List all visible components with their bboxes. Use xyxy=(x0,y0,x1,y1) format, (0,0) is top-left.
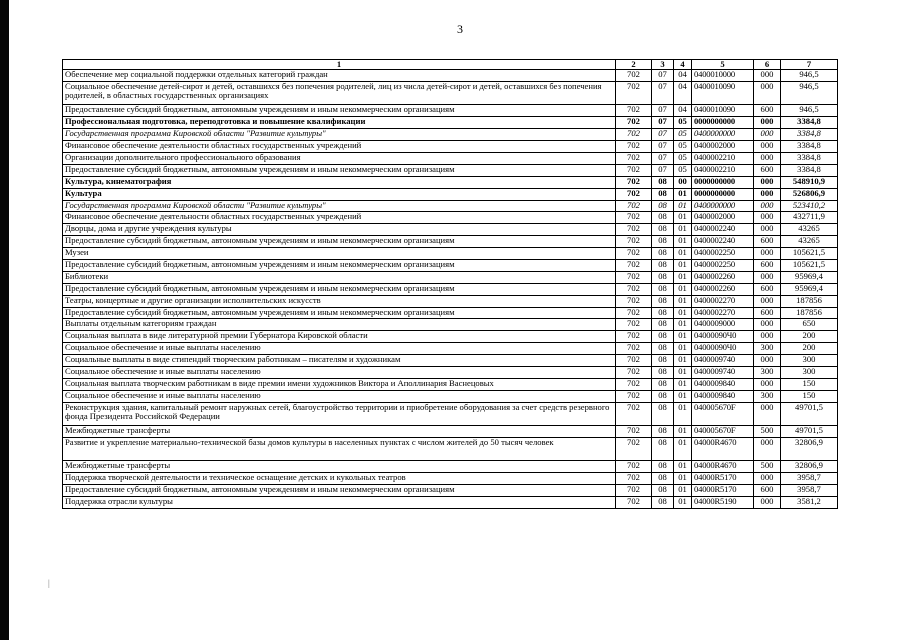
row-ppp-cell: 702 xyxy=(616,141,652,153)
row-subsection-cell: 00 xyxy=(674,176,692,188)
table-row xyxy=(63,248,838,260)
table-row xyxy=(63,378,838,390)
row-name-cell: Организации дополнительного профессионального образования xyxy=(63,152,616,164)
row-amount-cell: 32806,9 xyxy=(781,461,838,473)
row-name-cell: Социальное обеспечение и иные выплаты населению xyxy=(63,390,616,402)
row-section-cell: 08 xyxy=(652,461,674,473)
row-target-code-cell: 0400009840 xyxy=(692,390,754,402)
row-expense-type-cell: 000 xyxy=(754,437,781,460)
row-expense-type-cell: 300 xyxy=(754,343,781,355)
row-amount-cell: 95969,4 xyxy=(781,283,838,295)
row-target-code-cell: 0400002210 xyxy=(692,164,754,176)
row-target-code-cell: 0400010000 xyxy=(692,70,754,82)
row-expense-type-cell: 000 xyxy=(754,152,781,164)
row-amount-cell: 43265 xyxy=(781,236,838,248)
row-target-code-cell: 0000000000 xyxy=(692,117,754,129)
table-row xyxy=(63,343,838,355)
row-expense-type-cell: 000 xyxy=(754,82,781,105)
row-name-cell: Социальное обеспечение и иные выплаты населению xyxy=(63,343,616,355)
row-target-code-cell: 04000R4670 xyxy=(692,437,754,460)
row-target-code-cell: 0400009840 xyxy=(692,378,754,390)
row-subsection-cell: 01 xyxy=(674,307,692,319)
row-section-cell: 07 xyxy=(652,152,674,164)
row-target-code-cell: 0400002250 xyxy=(692,259,754,271)
row-target-code-cell: 0400002240 xyxy=(692,224,754,236)
row-name-cell: Предоставление субсидий бюджетным, автономным учреждениям и иным некоммерческим организациям xyxy=(63,259,616,271)
row-ppp-cell: 702 xyxy=(616,129,652,141)
row-subsection-cell: 01 xyxy=(674,319,692,331)
row-amount-cell: 300 xyxy=(781,355,838,367)
row-ppp-cell: 702 xyxy=(616,224,652,236)
row-section-cell: 07 xyxy=(652,70,674,82)
row-section-cell: 08 xyxy=(652,366,674,378)
row-target-code-cell: 0400002240 xyxy=(692,236,754,248)
table-row xyxy=(63,141,838,153)
row-section-cell: 08 xyxy=(652,176,674,188)
row-section-cell: 07 xyxy=(652,164,674,176)
row-ppp-cell: 702 xyxy=(616,236,652,248)
row-amount-cell: 43265 xyxy=(781,224,838,236)
row-expense-type-cell: 000 xyxy=(754,248,781,260)
row-name-cell: Театры, концертные и другие организации исполнительских искусств xyxy=(63,295,616,307)
scan-mark: | xyxy=(48,578,50,588)
row-section-cell: 08 xyxy=(652,259,674,271)
row-expense-type-cell: 500 xyxy=(754,426,781,438)
row-ppp-cell: 702 xyxy=(616,390,652,402)
header-cell: 1 xyxy=(63,60,616,70)
row-section-cell: 08 xyxy=(652,271,674,283)
row-expense-type-cell: 000 xyxy=(754,117,781,129)
row-expense-type-cell: 000 xyxy=(754,271,781,283)
row-subsection-cell: 01 xyxy=(674,366,692,378)
row-name-cell: Межбюджетные трансферты xyxy=(63,461,616,473)
row-subsection-cell: 01 xyxy=(674,259,692,271)
row-target-code-cell: 04000R5170 xyxy=(692,473,754,485)
row-name-cell: Культура xyxy=(63,188,616,200)
row-amount-cell: 187856 xyxy=(781,307,838,319)
row-expense-type-cell: 600 xyxy=(754,485,781,497)
table-row xyxy=(63,473,838,485)
row-subsection-cell: 01 xyxy=(674,426,692,438)
header-cell: 3 xyxy=(652,60,674,70)
row-subsection-cell: 05 xyxy=(674,129,692,141)
table-row xyxy=(63,426,838,438)
table-row xyxy=(63,283,838,295)
row-name-cell: Предоставление субсидий бюджетным, автономным учреждениям и иным некоммерческим организациям xyxy=(63,307,616,319)
row-section-cell: 07 xyxy=(652,82,674,105)
row-amount-cell: 105621,5 xyxy=(781,248,838,260)
row-amount-cell: 32806,9 xyxy=(781,437,838,460)
row-section-cell: 08 xyxy=(652,331,674,343)
row-section-cell: 08 xyxy=(652,295,674,307)
row-expense-type-cell: 000 xyxy=(754,295,781,307)
table-row xyxy=(63,82,838,105)
row-name-cell: Дворцы, дома и другие учреждения культуры xyxy=(63,224,616,236)
row-target-code-cell: 0400000000 xyxy=(692,129,754,141)
row-target-code-cell: 04000R4670 xyxy=(692,461,754,473)
row-target-code-cell: 0400009000 xyxy=(692,319,754,331)
row-target-code-cell: 040005670F xyxy=(692,426,754,438)
row-name-cell: Библиотеки xyxy=(63,271,616,283)
row-ppp-cell: 702 xyxy=(616,497,652,509)
page-number: 3 xyxy=(457,22,463,36)
row-target-code-cell: 0400010090 xyxy=(692,105,754,117)
row-section-cell: 08 xyxy=(652,355,674,367)
row-subsection-cell: 04 xyxy=(674,82,692,105)
table-row xyxy=(63,319,838,331)
row-target-code-cell: 0000000000 xyxy=(692,176,754,188)
row-section-cell: 08 xyxy=(652,497,674,509)
row-name-cell: Социальные выплаты в виде стипендий творческим работникам – писателям и художникам xyxy=(63,355,616,367)
row-ppp-cell: 702 xyxy=(616,331,652,343)
row-amount-cell: 200 xyxy=(781,343,838,355)
table-row xyxy=(63,497,838,509)
row-expense-type-cell: 000 xyxy=(754,141,781,153)
row-subsection-cell: 01 xyxy=(674,248,692,260)
row-amount-cell: 526806,9 xyxy=(781,188,838,200)
row-amount-cell: 432711,9 xyxy=(781,212,838,224)
row-expense-type-cell: 000 xyxy=(754,331,781,343)
row-target-code-cell: 0400002000 xyxy=(692,212,754,224)
table-row xyxy=(63,295,838,307)
scan-edge-bar xyxy=(0,0,9,640)
row-section-cell: 07 xyxy=(652,129,674,141)
row-target-code-cell: 0000000000 xyxy=(692,188,754,200)
row-ppp-cell: 702 xyxy=(616,295,652,307)
row-section-cell: 08 xyxy=(652,426,674,438)
row-section-cell: 08 xyxy=(652,283,674,295)
row-section-cell: 08 xyxy=(652,248,674,260)
row-ppp-cell: 702 xyxy=(616,473,652,485)
row-section-cell: 08 xyxy=(652,307,674,319)
row-subsection-cell: 01 xyxy=(674,343,692,355)
row-amount-cell: 200 xyxy=(781,331,838,343)
row-ppp-cell: 702 xyxy=(616,212,652,224)
row-ppp-cell: 702 xyxy=(616,82,652,105)
row-name-cell: Государственная программа Кировской области "Развитие культуры" xyxy=(63,129,616,141)
table-row xyxy=(63,259,838,271)
row-name-cell: Социальная выплата в виде литературной премии Губернатора Кировской области xyxy=(63,331,616,343)
row-amount-cell: 150 xyxy=(781,378,838,390)
row-subsection-cell: 01 xyxy=(674,271,692,283)
row-section-cell: 07 xyxy=(652,117,674,129)
table-row xyxy=(63,129,838,141)
row-name-cell: Музеи xyxy=(63,248,616,260)
row-name-cell: Предоставление субсидий бюджетным, автономным учреждениям и иным некоммерческим организациям xyxy=(63,283,616,295)
row-name-cell: Предоставление субсидий бюджетным, автономным учреждениям и иным некоммерческим организациям xyxy=(63,105,616,117)
row-ppp-cell: 702 xyxy=(616,259,652,271)
row-expense-type-cell: 000 xyxy=(754,200,781,212)
row-amount-cell: 3384,8 xyxy=(781,164,838,176)
row-section-cell: 08 xyxy=(652,224,674,236)
row-target-code-cell: 0400002260 xyxy=(692,271,754,283)
row-section-cell: 08 xyxy=(652,212,674,224)
row-amount-cell: 946,5 xyxy=(781,105,838,117)
row-subsection-cell: 01 xyxy=(674,473,692,485)
header-cell: 5 xyxy=(692,60,754,70)
row-section-cell: 08 xyxy=(652,343,674,355)
row-amount-cell: 187856 xyxy=(781,295,838,307)
row-expense-type-cell: 300 xyxy=(754,390,781,402)
row-amount-cell: 946,5 xyxy=(781,70,838,82)
row-subsection-cell: 01 xyxy=(674,224,692,236)
row-name-cell: Социальное обеспечение и иные выплаты населению xyxy=(63,366,616,378)
row-name-cell: Государственная программа Кировской области "Развитие культуры" xyxy=(63,200,616,212)
row-expense-type-cell: 600 xyxy=(754,259,781,271)
row-target-code-cell: 0400000000 xyxy=(692,200,754,212)
row-ppp-cell: 702 xyxy=(616,117,652,129)
row-name-cell: Профессиональная подготовка, переподготовка и повышение квалификации xyxy=(63,117,616,129)
row-expense-type-cell: 000 xyxy=(754,224,781,236)
row-subsection-cell: 01 xyxy=(674,212,692,224)
row-section-cell: 08 xyxy=(652,200,674,212)
row-name-cell: Поддержка отрасли культуры xyxy=(63,497,616,509)
row-expense-type-cell: 000 xyxy=(754,319,781,331)
row-subsection-cell: 05 xyxy=(674,117,692,129)
table-row xyxy=(63,164,838,176)
table-row xyxy=(63,236,838,248)
row-amount-cell: 49701,5 xyxy=(781,402,838,425)
row-name-cell: Развитие и укрепление материально-технической базы домов культуры в населенных пунктах с числом жителей до 50 тысяч человек xyxy=(63,437,616,460)
row-expense-type-cell: 000 xyxy=(754,188,781,200)
table-row xyxy=(63,200,838,212)
row-subsection-cell: 01 xyxy=(674,236,692,248)
row-expense-type-cell: 600 xyxy=(754,105,781,117)
row-section-cell: 08 xyxy=(652,390,674,402)
row-expense-type-cell: 600 xyxy=(754,236,781,248)
header-cell: 4 xyxy=(674,60,692,70)
row-amount-cell: 3384,8 xyxy=(781,117,838,129)
row-ppp-cell: 702 xyxy=(616,426,652,438)
row-subsection-cell: 01 xyxy=(674,461,692,473)
row-expense-type-cell: 000 xyxy=(754,212,781,224)
row-ppp-cell: 702 xyxy=(616,485,652,497)
row-subsection-cell: 05 xyxy=(674,164,692,176)
table-row xyxy=(63,331,838,343)
table-row xyxy=(63,437,838,460)
table-row xyxy=(63,307,838,319)
row-ppp-cell: 702 xyxy=(616,355,652,367)
row-amount-cell: 150 xyxy=(781,390,838,402)
row-subsection-cell: 01 xyxy=(674,200,692,212)
table-row xyxy=(63,152,838,164)
row-subsection-cell: 01 xyxy=(674,283,692,295)
table-row xyxy=(63,355,838,367)
row-subsection-cell: 01 xyxy=(674,485,692,497)
row-amount-cell: 49701,5 xyxy=(781,426,838,438)
row-target-code-cell: 0400002210 xyxy=(692,152,754,164)
row-target-code-cell: 04000090Ч0 xyxy=(692,331,754,343)
row-name-cell: Предоставление субсидий бюджетным, автономным учреждениям и иным некоммерческим организациям xyxy=(63,236,616,248)
row-expense-type-cell: 600 xyxy=(754,283,781,295)
row-section-cell: 08 xyxy=(652,236,674,248)
table-row xyxy=(63,485,838,497)
row-amount-cell: 3384,8 xyxy=(781,129,838,141)
row-expense-type-cell: 000 xyxy=(754,70,781,82)
row-subsection-cell: 04 xyxy=(674,105,692,117)
row-name-cell: Финансовое обеспечение деятельности областных государственных учреждений xyxy=(63,212,616,224)
table-row xyxy=(63,70,838,82)
row-ppp-cell: 702 xyxy=(616,366,652,378)
row-target-code-cell: 0400002260 xyxy=(692,283,754,295)
table-row xyxy=(63,212,838,224)
row-ppp-cell: 702 xyxy=(616,248,652,260)
table-row xyxy=(63,271,838,283)
row-name-cell: Финансовое обеспечение деятельности областных государственных учреждений xyxy=(63,141,616,153)
header-cell: 6 xyxy=(754,60,781,70)
row-target-code-cell: 0400002270 xyxy=(692,295,754,307)
row-ppp-cell: 702 xyxy=(616,176,652,188)
row-subsection-cell: 01 xyxy=(674,188,692,200)
row-expense-type-cell: 000 xyxy=(754,473,781,485)
row-section-cell: 07 xyxy=(652,141,674,153)
row-subsection-cell: 01 xyxy=(674,402,692,425)
row-expense-type-cell: 600 xyxy=(754,164,781,176)
row-ppp-cell: 702 xyxy=(616,271,652,283)
table-row xyxy=(63,390,838,402)
table-row xyxy=(63,402,838,425)
row-ppp-cell: 702 xyxy=(616,152,652,164)
row-amount-cell: 95969,4 xyxy=(781,271,838,283)
row-ppp-cell: 702 xyxy=(616,307,652,319)
row-name-cell: Реконструкция здания, капитальный ремонт наружных сетей, благоустройство территории и приобретение оборудования за счет средств резервного фонда Президента Российской Федерации xyxy=(63,402,616,425)
row-amount-cell: 3384,8 xyxy=(781,152,838,164)
row-target-code-cell: 040005670F xyxy=(692,402,754,425)
row-section-cell: 07 xyxy=(652,105,674,117)
row-expense-type-cell: 000 xyxy=(754,355,781,367)
row-name-cell: Культура, кинематография xyxy=(63,176,616,188)
row-section-cell: 08 xyxy=(652,402,674,425)
row-name-cell: Обеспечение мер социальной поддержки отдельных категорий граждан xyxy=(63,70,616,82)
row-section-cell: 08 xyxy=(652,437,674,460)
row-target-code-cell: 0400002270 xyxy=(692,307,754,319)
row-section-cell: 08 xyxy=(652,485,674,497)
row-section-cell: 08 xyxy=(652,188,674,200)
row-ppp-cell: 702 xyxy=(616,164,652,176)
header-cell: 2 xyxy=(616,60,652,70)
row-subsection-cell: 01 xyxy=(674,390,692,402)
row-target-code-cell: 0400002250 xyxy=(692,248,754,260)
row-expense-type-cell: 600 xyxy=(754,307,781,319)
row-ppp-cell: 702 xyxy=(616,343,652,355)
row-amount-cell: 3958,7 xyxy=(781,473,838,485)
row-section-cell: 08 xyxy=(652,473,674,485)
row-target-code-cell: 04000R5170 xyxy=(692,485,754,497)
row-target-code-cell: 0400002000 xyxy=(692,141,754,153)
row-target-code-cell: 0400009740 xyxy=(692,366,754,378)
row-name-cell: Социальное обеспечение детей-сирот и детей, оставшихся без попечения родителей, лиц из числа детей-сирот и детей, оставшихся без попечения родителей, в областных государственных организациях xyxy=(63,82,616,105)
row-ppp-cell: 702 xyxy=(616,283,652,295)
row-subsection-cell: 01 xyxy=(674,355,692,367)
row-expense-type-cell: 000 xyxy=(754,497,781,509)
row-ppp-cell: 702 xyxy=(616,319,652,331)
table-row xyxy=(63,366,838,378)
row-amount-cell: 105621,5 xyxy=(781,259,838,271)
row-section-cell: 08 xyxy=(652,319,674,331)
row-expense-type-cell: 000 xyxy=(754,176,781,188)
row-subsection-cell: 05 xyxy=(674,152,692,164)
row-amount-cell: 946,5 xyxy=(781,82,838,105)
row-amount-cell: 548910,9 xyxy=(781,176,838,188)
table-row xyxy=(63,176,838,188)
row-section-cell: 08 xyxy=(652,378,674,390)
row-expense-type-cell: 000 xyxy=(754,402,781,425)
row-subsection-cell: 01 xyxy=(674,331,692,343)
header-cell: 7 xyxy=(781,60,838,70)
table-row xyxy=(63,461,838,473)
row-subsection-cell: 01 xyxy=(674,497,692,509)
row-name-cell: Предоставление субсидий бюджетным, автономным учреждениям и иным некоммерческим организациям xyxy=(63,164,616,176)
row-subsection-cell: 05 xyxy=(674,141,692,153)
table-row xyxy=(63,188,838,200)
row-subsection-cell: 04 xyxy=(674,70,692,82)
row-ppp-cell: 702 xyxy=(616,402,652,425)
row-subsection-cell: 01 xyxy=(674,295,692,307)
row-expense-type-cell: 000 xyxy=(754,378,781,390)
row-name-cell: Социальная выплата творческим работникам в виде премии имени художников Виктора и Аполлинария Васнецовых xyxy=(63,378,616,390)
row-amount-cell: 650 xyxy=(781,319,838,331)
row-expense-type-cell: 300 xyxy=(754,366,781,378)
row-target-code-cell: 0400009740 xyxy=(692,355,754,367)
row-subsection-cell: 01 xyxy=(674,437,692,460)
row-amount-cell: 523410,2 xyxy=(781,200,838,212)
row-target-code-cell: 04000090Ч0 xyxy=(692,343,754,355)
row-ppp-cell: 702 xyxy=(616,188,652,200)
row-name-cell: Выплаты отдельным категориям граждан xyxy=(63,319,616,331)
row-amount-cell: 300 xyxy=(781,366,838,378)
row-expense-type-cell: 500 xyxy=(754,461,781,473)
row-ppp-cell: 702 xyxy=(616,378,652,390)
table-header-row xyxy=(63,60,838,70)
table-row xyxy=(63,117,838,129)
row-ppp-cell: 702 xyxy=(616,461,652,473)
row-target-code-cell: 0400010090 xyxy=(692,82,754,105)
row-amount-cell: 3958,7 xyxy=(781,485,838,497)
row-name-cell: Поддержка творческой деятельности и техническое оснащение детских и кукольных театров xyxy=(63,473,616,485)
row-expense-type-cell: 000 xyxy=(754,129,781,141)
budget-table xyxy=(62,59,838,509)
row-amount-cell: 3581,2 xyxy=(781,497,838,509)
row-ppp-cell: 702 xyxy=(616,200,652,212)
row-target-code-cell: 04000R5190 xyxy=(692,497,754,509)
row-ppp-cell: 702 xyxy=(616,105,652,117)
row-ppp-cell: 702 xyxy=(616,437,652,460)
row-amount-cell: 3384,8 xyxy=(781,141,838,153)
row-name-cell: Межбюджетные трансферты xyxy=(63,426,616,438)
row-ppp-cell: 702 xyxy=(616,70,652,82)
row-subsection-cell: 01 xyxy=(674,378,692,390)
table-row xyxy=(63,105,838,117)
table-row xyxy=(63,224,838,236)
row-name-cell: Предоставление субсидий бюджетным, автономным учреждениям и иным некоммерческим организациям xyxy=(63,485,616,497)
